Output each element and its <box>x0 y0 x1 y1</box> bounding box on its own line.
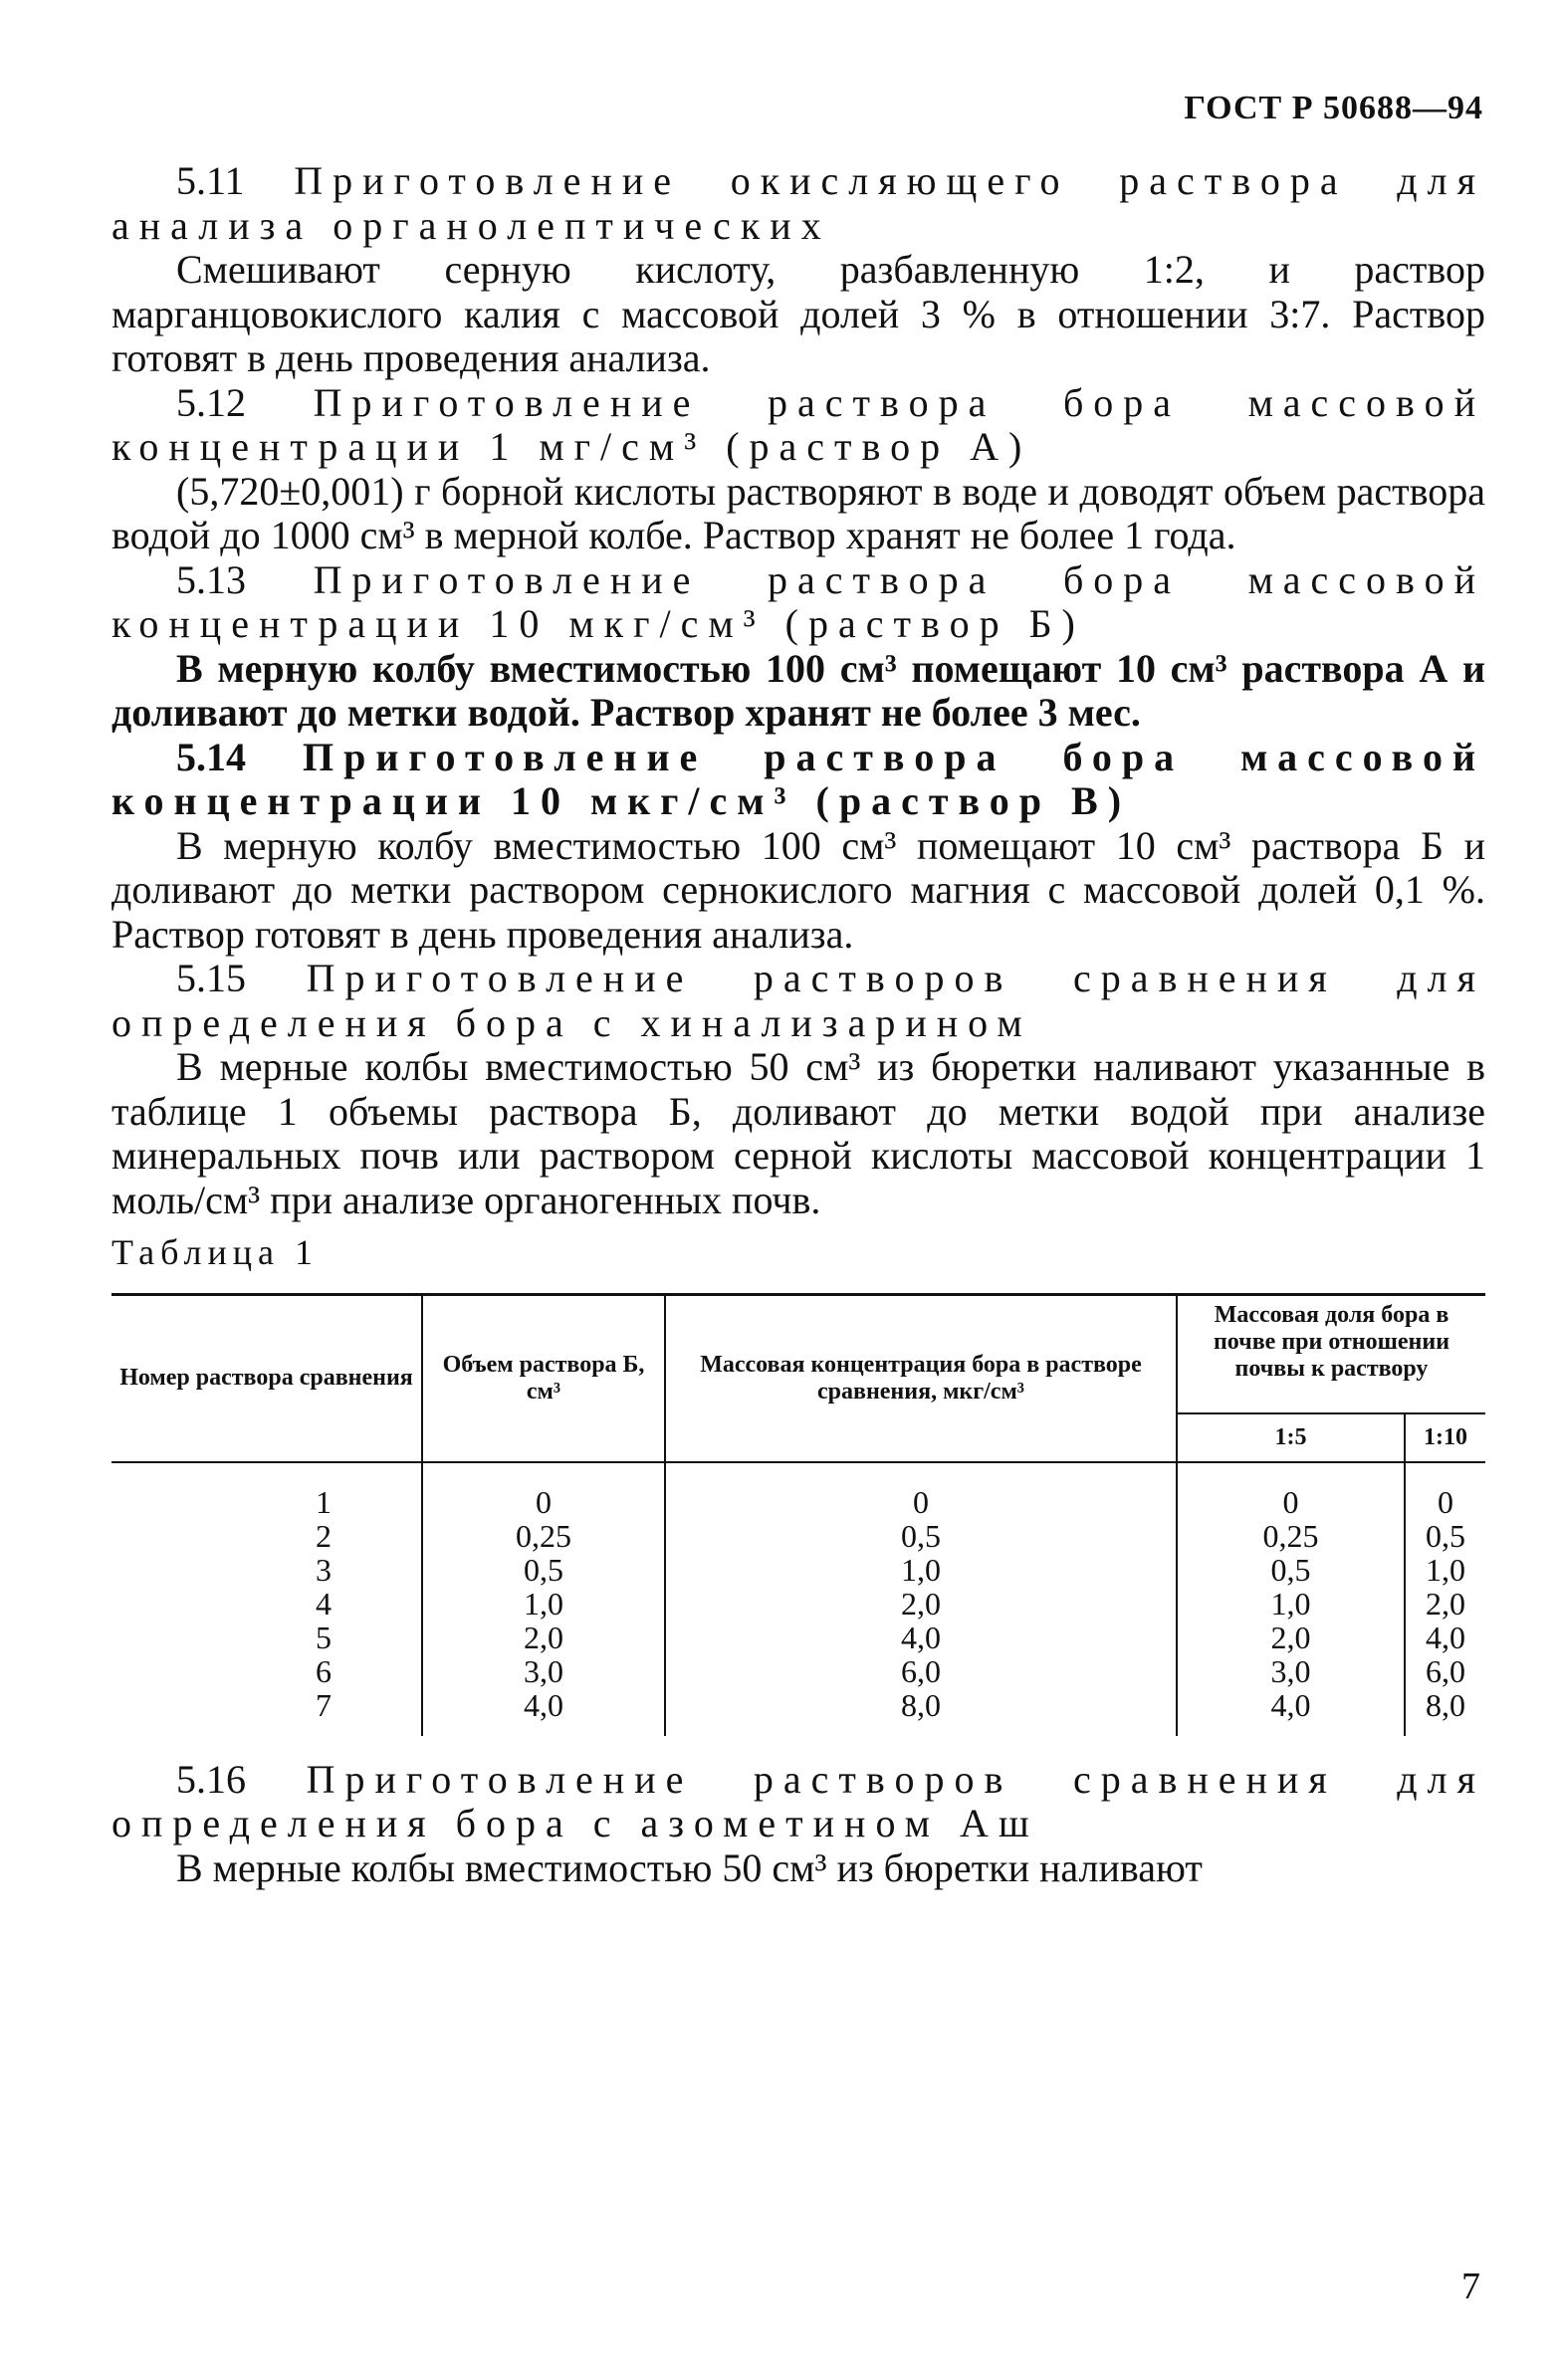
cell-fraction-1-5: 0,5 <box>1177 1553 1405 1587</box>
cell-volume: 0 <box>422 1462 665 1519</box>
cell-solution-number: 3 <box>316 1551 332 1588</box>
cell-concentration: 0,5 <box>665 1519 1177 1553</box>
cell-concentration: 0 <box>665 1462 1177 1519</box>
table-row <box>111 1553 1485 1587</box>
table-row <box>111 1621 1485 1654</box>
cell-fraction-1-10: 0,5 <box>1405 1519 1485 1553</box>
section-body: В мерную колбу вместимостью 100 см³ помещают 10 см³ раствора Б и доливают до метки раствором сернокислого магния с массовой долей 0,1 %. Раствор готовят в день проведения анализа. <box>111 822 1485 957</box>
section-number: 5.14 <box>176 734 246 779</box>
cell-volume: 1,0 <box>422 1587 665 1621</box>
cell-solution-number: 4 <box>316 1585 332 1622</box>
cell-fraction-1-5: 4,0 <box>1177 1688 1405 1736</box>
cell-fraction-1-5: 0,25 <box>1177 1519 1405 1553</box>
cell-fraction-1-5: 1,0 <box>1177 1587 1405 1621</box>
section-title-text: Приготовление окисляющего раствора для анализа органолептических <box>111 158 1486 248</box>
section-title-text: Приготовление растворов сравнения для определения бора с азометином Аш <box>111 1756 1486 1845</box>
section-body: (5,720±0,001) г борной кислоты растворяют в воде и доводят объем раствора водой до 1000 см³ в мерной колбе. Раствор хранят не более 1 года. <box>111 468 1485 557</box>
cell-fraction-1-10: 2,0 <box>1405 1587 1485 1621</box>
header-concentration: Массовая концентрация бора в растворе сравнения, мкг/см³ <box>665 1294 1177 1462</box>
section-number: 5.11 <box>176 158 245 203</box>
cell-volume: 0,5 <box>422 1553 665 1587</box>
table-body <box>111 1462 1485 1736</box>
cell-concentration: 1,0 <box>665 1553 1177 1587</box>
section-number: 5.15 <box>176 956 246 1000</box>
cell-concentration: 6,0 <box>665 1654 1177 1688</box>
section-title-text: Приготовление раствора бора массовой концентрации 10 мкг/см³ (раствор Б) <box>111 556 1485 646</box>
page-number: 7 <box>1461 2266 1480 2307</box>
cell-solution-number: 1 <box>316 1483 332 1520</box>
section-title <box>111 381 1485 470</box>
cell-fraction-1-10: 6,0 <box>1405 1654 1485 1688</box>
cell-volume: 4,0 <box>422 1688 665 1736</box>
section-body: В мерную колбу вместимостью 100 см³ помещают 10 см³ раствора А и доливают до метки водой. Раствор хранят не более 3 мес. <box>111 645 1485 735</box>
section-body: В мерные колбы вместимостью 50 см³ из бюретки наливают указанные в таблице 1 объемы раствора Б, доливают до метки водой при анализе минеральных почв или раствором серной кислоты массовой концентрации 1 моль/см³ при анализе органогенных почв. <box>111 1044 1485 1222</box>
section-title <box>111 736 1485 824</box>
section-title-text: Приготовление раствора бора массовой концентрации 1 мг/см³ (раствор А) <box>111 379 1485 469</box>
section-title <box>111 1758 1485 1846</box>
cell-concentration: 8,0 <box>665 1688 1177 1736</box>
section-title-text: Приготовление растворов сравнения для определения бора с хинализарином <box>111 956 1486 1045</box>
header-solution-number: Номер раствора сравнения <box>119 1365 413 1391</box>
header-ratio-1-5: 1:5 <box>1177 1413 1405 1462</box>
cell-solution-number: 2 <box>316 1517 332 1554</box>
table-caption: Таблица 1 <box>111 1232 319 1272</box>
cell-volume: 2,0 <box>422 1621 665 1654</box>
cell-concentration: 4,0 <box>665 1621 1177 1654</box>
cell-fraction-1-10: 8,0 <box>1405 1688 1485 1736</box>
standard-header: ГОСТ Р 50688—94 <box>1184 90 1483 126</box>
header-volume: Объем раствора Б, см³ <box>422 1294 665 1462</box>
cell-solution-number: 5 <box>316 1619 332 1655</box>
section-title <box>111 159 1485 248</box>
section-number: 5.13 <box>176 556 246 602</box>
cell-fraction-1-5: 3,0 <box>1177 1654 1405 1688</box>
section-title-text: Приготовление раствора бора массовой концентрации 10 мкг/см³ (раствор В) <box>111 734 1486 823</box>
section-number: 5.16 <box>176 1756 246 1802</box>
section-body: Смешивают серную кислоту, разбавленную 1:2, и раствор марганцовокислого калия с массовой долей 3 % в отношении 3:7. Раствор готовят в день проведения анализа. <box>111 247 1485 380</box>
document-content <box>111 159 1485 1890</box>
cell-solution-number: 7 <box>316 1686 332 1723</box>
cell-solution-number: 6 <box>316 1652 332 1689</box>
section-title <box>111 957 1485 1045</box>
table-row <box>111 1654 1485 1688</box>
cell-volume: 3,0 <box>422 1654 665 1688</box>
table-row <box>111 1688 1485 1736</box>
cell-fraction-1-10: 4,0 <box>1405 1621 1485 1654</box>
table-row <box>111 1462 1485 1519</box>
cell-volume: 0,25 <box>422 1519 665 1553</box>
table-row <box>111 1587 1485 1621</box>
header-ratio-1-10: 1:10 <box>1405 1413 1485 1462</box>
section-body: В мерные колбы вместимостью 50 см³ из бюретки наливают <box>176 1844 1203 1890</box>
table-header-row <box>111 1294 1485 1413</box>
header-mass-fraction-group: Массовая доля бора в почве при отношении почвы к раствору <box>1177 1294 1485 1413</box>
cell-fraction-1-5: 0 <box>1177 1462 1405 1519</box>
section-number: 5.12 <box>176 379 246 425</box>
section-title <box>111 558 1485 647</box>
cell-fraction-1-5: 2,0 <box>1177 1621 1405 1654</box>
cell-concentration: 2,0 <box>665 1587 1177 1621</box>
table-header <box>111 1294 1485 1462</box>
cell-fraction-1-10: 1,0 <box>1405 1553 1485 1587</box>
reference-solutions-table <box>111 1293 1485 1736</box>
table-row <box>111 1519 1485 1553</box>
cell-fraction-1-10: 0 <box>1405 1462 1485 1519</box>
